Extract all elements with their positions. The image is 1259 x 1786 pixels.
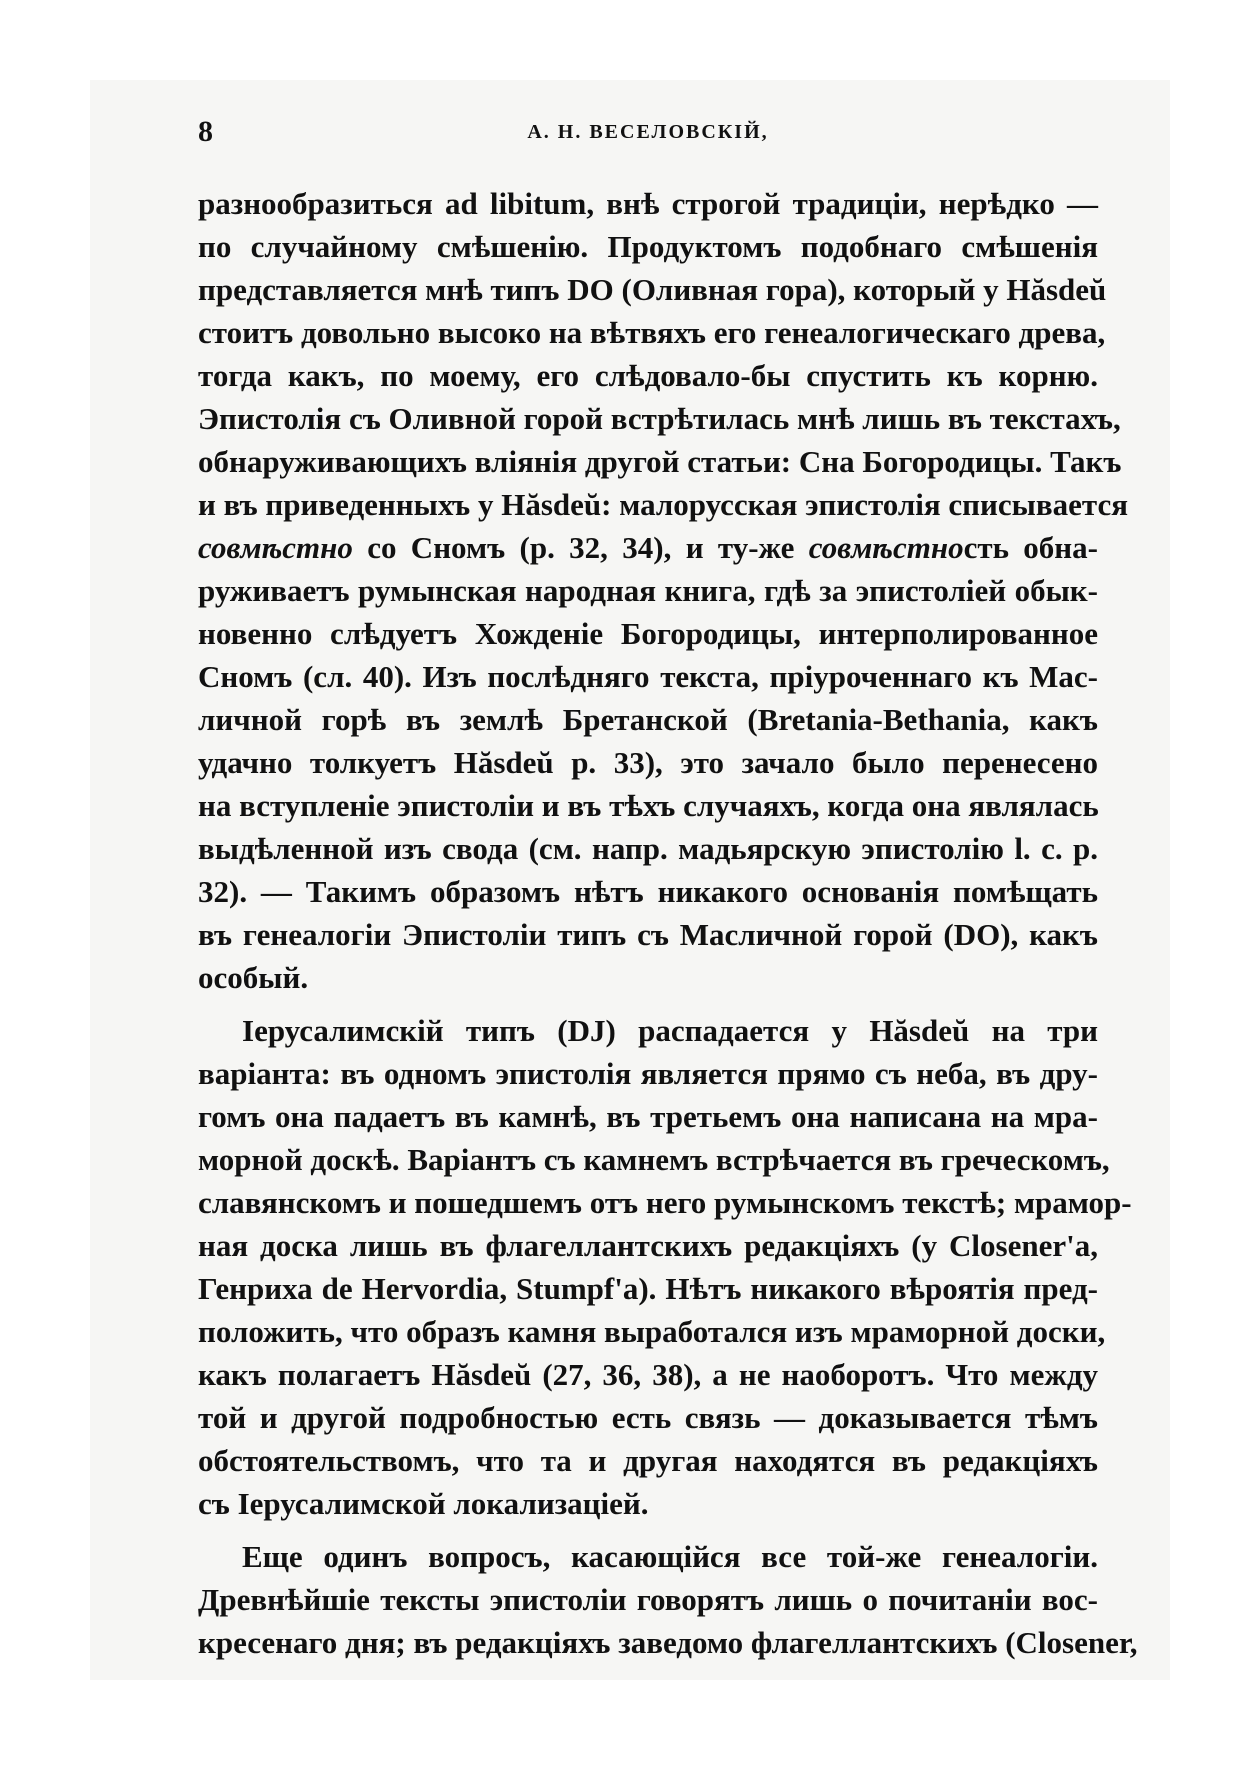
text-line: обнаруживающихъ вліянія другой статьи: Сна Богородицы. Такъ [198, 444, 1122, 479]
text-line: кресенаго дня; въ редакціяхъ заведомо флагеллантскихъ (Closener, [198, 1625, 1138, 1660]
text-line: съ Іерусалимской локализаціей. [198, 1486, 649, 1521]
text-line: 32). — Такимъ образомъ нѣтъ никакого основанія помѣщать [198, 874, 1098, 909]
text-line: Генриха de Hervordia, Stumpf'a). Нѣтъ никакого вѣроятія пред- [198, 1271, 1098, 1306]
text-line: варіанта: въ одномъ эпистолія является прямо съ неба, въ дру- [198, 1056, 1098, 1091]
text-line: какъ полагаетъ Hăsdeŭ (27, 36, 38), а не наоборотъ. Что между [198, 1357, 1098, 1392]
page-number: 8 [198, 115, 213, 148]
paragraph [198, 1009, 1132, 1525]
paragraph [198, 182, 1128, 999]
text-line: и въ приведенныхъ у Hăsdeŭ: малорусская эпистолія списывается [198, 487, 1128, 522]
text-line: гомъ она падаетъ въ камнѣ, въ третьемъ она написана на мра- [198, 1099, 1098, 1134]
running-head: А. Н. ВЕСЕЛОВСКІЙ, [527, 121, 769, 143]
text-line: стоитъ довольно высоко на вѣтвяхъ его генеалогическаго древа, [198, 315, 1106, 350]
text-line: новенно слѣдуетъ Хожденіе Богородицы, интерполированное [198, 616, 1098, 651]
text-line: Еще одинъ вопросъ, касающійся все той-же генеалогіи. [242, 1539, 1098, 1574]
page-header [198, 112, 1098, 152]
italic-phrase: совмѣстно [198, 530, 353, 565]
text-line: Древнѣйшіе тексты эпистоліи говорятъ лишь о почитаніи вос- [198, 1582, 1098, 1617]
text-line: разнообразиться ad libitum, внѣ строгой традиціи, нерѣдко — [198, 186, 1098, 221]
text-line: особый. [198, 960, 309, 995]
text-line: славянскомъ и пошедшемъ отъ него румынскомъ текстѣ; мрамор- [198, 1185, 1132, 1220]
text-line: на вступленіе эпистоліи и въ тѣхъ случаяхъ, когда она являлась [198, 788, 1099, 823]
text-line: удачно толкуетъ Hăsdeŭ р. 33), это зачало было перенесено [198, 745, 1098, 780]
body-text [198, 182, 1138, 1664]
text-line: ная доска лишь въ флагеллантскихъ редакціяхъ (у Closener'a, [198, 1228, 1098, 1263]
paragraph [198, 1535, 1138, 1664]
text-line: Эпистолія съ Оливной горой встрѣтилась мнѣ лишь въ текстахъ, [198, 401, 1121, 436]
text-line: той и другой подробностью есть связь — доказывается тѣмъ [198, 1400, 1098, 1435]
text-line: совмѣстно со Сномъ (р. 32, 34), и ту-же совмѣстность обна- [198, 530, 1098, 565]
text-line: личной горѣ въ землѣ Бретанской (Bretania-Bethania, какъ [198, 702, 1098, 737]
text-line: Іерусалимскій типъ (DJ) распадается у Hăsdeŭ на три [242, 1013, 1098, 1048]
text-line: тогда какъ, по моему, его слѣдовало-бы спустить къ корню. [198, 358, 1098, 393]
text-line: Сномъ (сл. 40). Изъ послѣдняго текста, пріуроченнаго къ Мас- [198, 659, 1098, 694]
text-line: въ генеалогіи Эпистоліи типъ съ Масличной горой (DO), какъ [198, 917, 1098, 952]
italic-phrase: совмѣстно [808, 530, 964, 565]
text-line: по случайному смѣшенію. Продуктомъ подобнаго смѣшенія [198, 229, 1098, 264]
text-line: положить, что образъ камня выработался изъ мраморной доски, [198, 1314, 1106, 1349]
text-line: морной доскѣ. Варіантъ съ камнемъ встрѣчается въ греческомъ, [198, 1142, 1110, 1177]
text-line: обстоятельствомъ, что та и другая находятся въ редакціяхъ [198, 1443, 1098, 1478]
text-line: руживаетъ румынская народная книга, гдѣ за эпистоліей обык- [198, 573, 1098, 608]
text-line: выдѣленной изъ свода (см. напр. мадьярскую эпистолію l. c. p. [198, 831, 1098, 866]
text-line: представляется мнѣ типъ DO (Оливная гора), который у Hăsdeŭ [198, 272, 1107, 307]
